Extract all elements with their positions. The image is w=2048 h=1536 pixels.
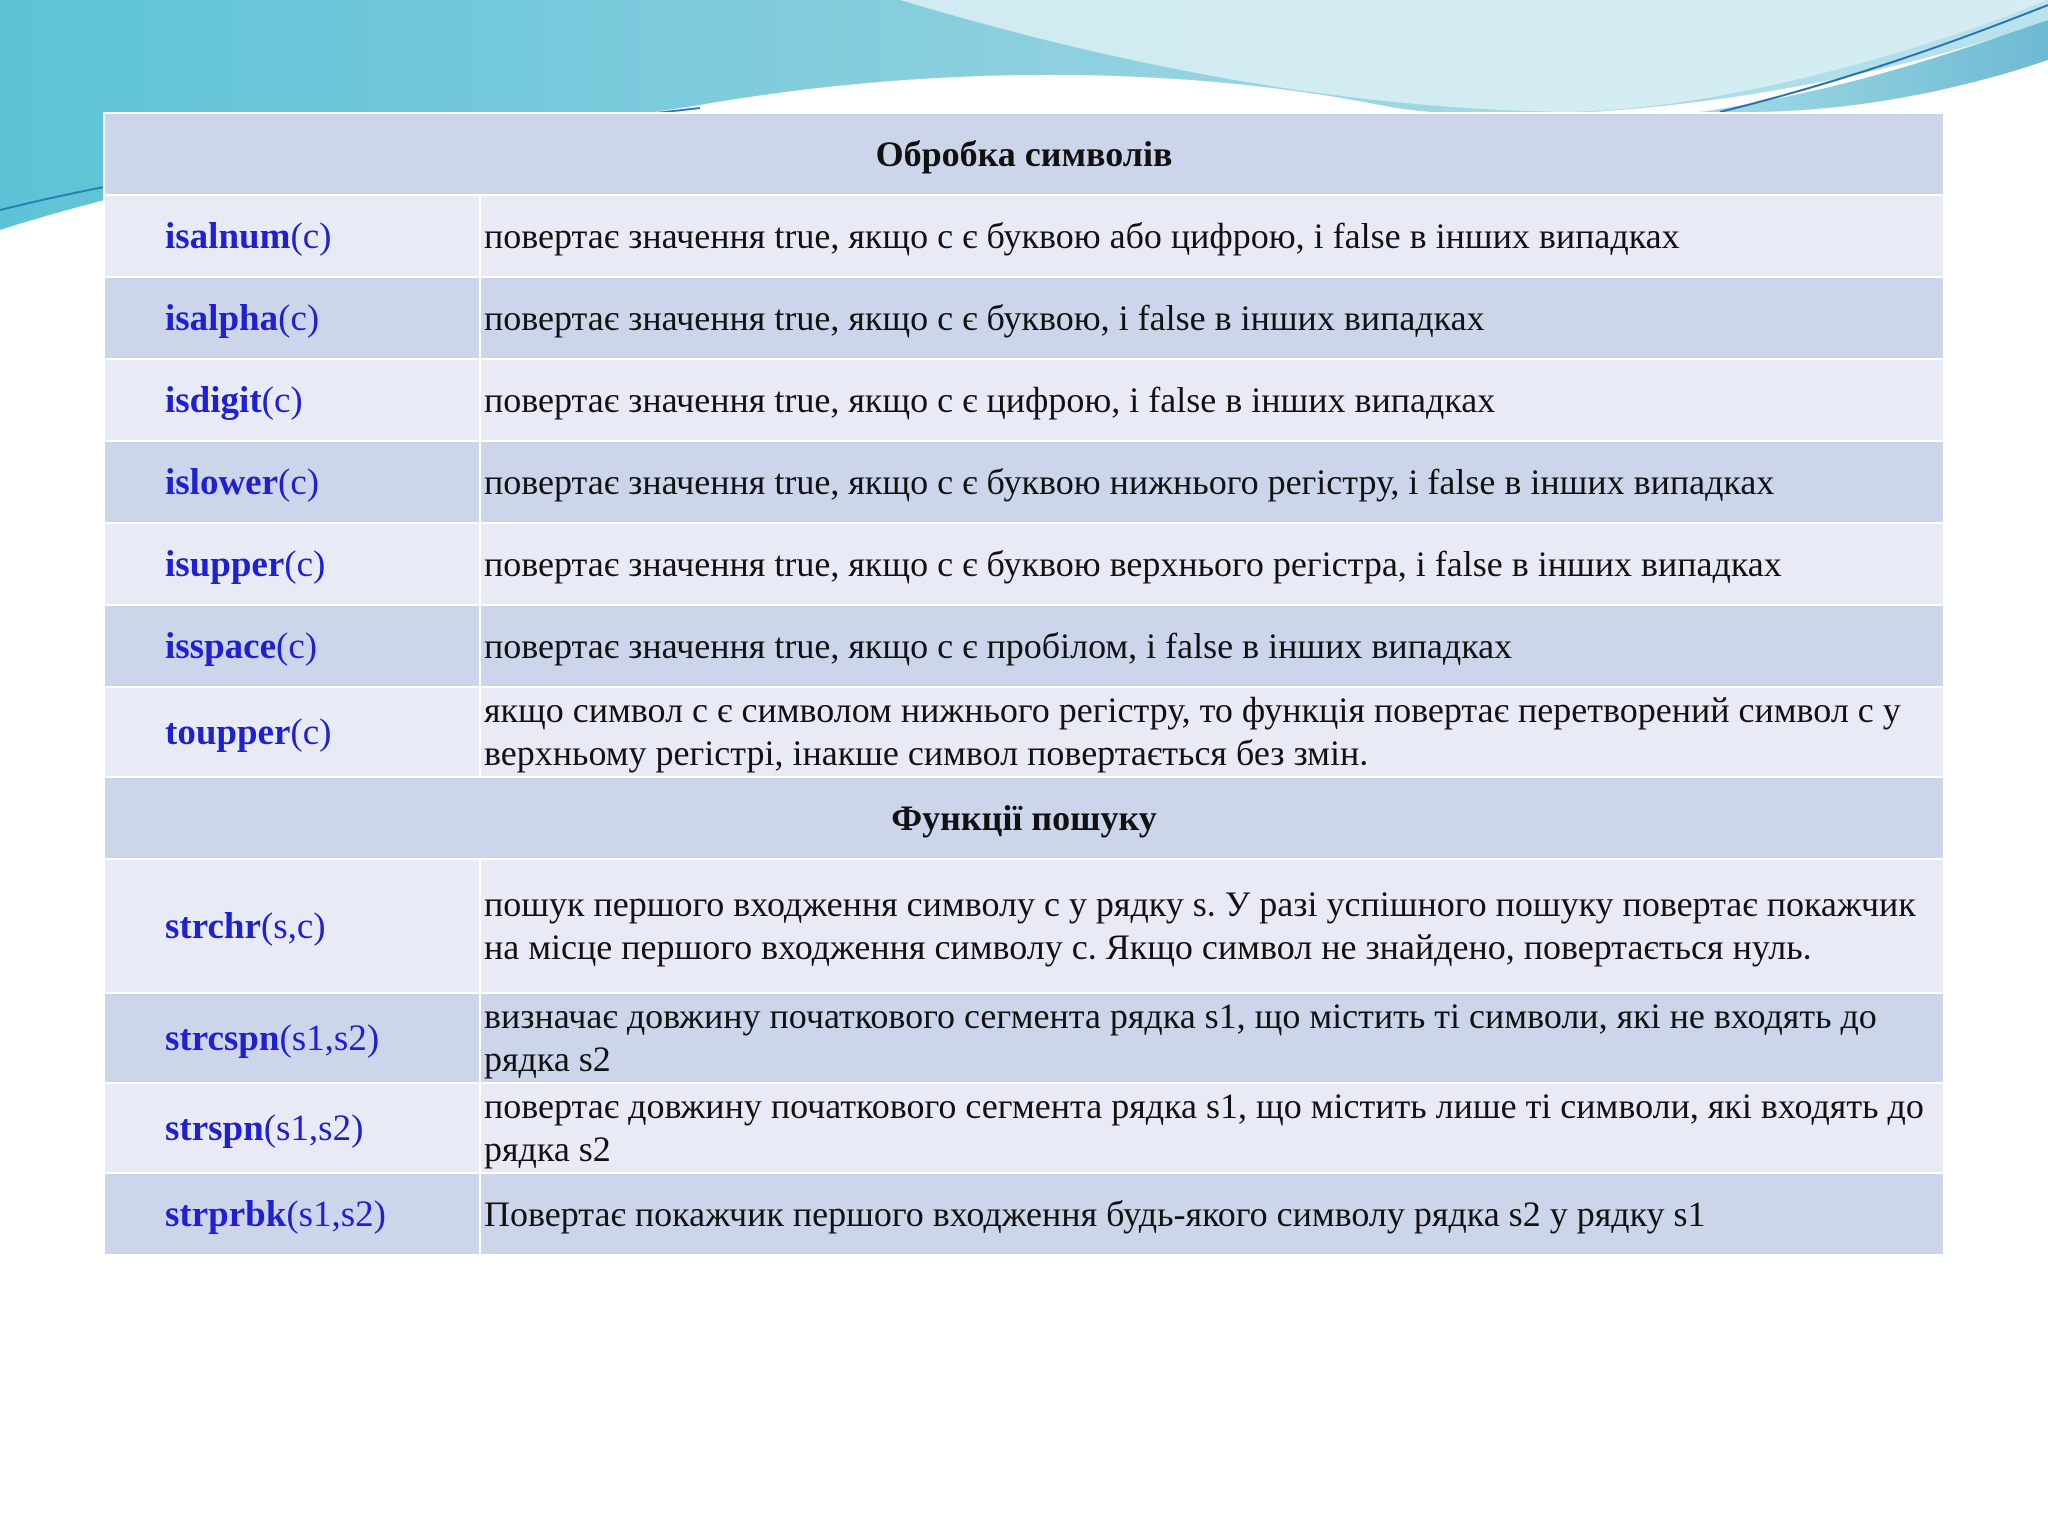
function-cell [104,859,480,993]
function-args: (c) [284,543,326,585]
table-row [104,195,1944,277]
function-cell [104,359,480,441]
table-row [104,523,1944,605]
table-row [104,1173,1944,1255]
function-name: isspace [165,625,276,667]
function-args: (c) [278,297,320,339]
function-args: (s1,s2) [286,1193,387,1235]
table-row [104,993,1944,1083]
function-args: (c) [290,711,332,753]
function-cell [104,277,480,359]
description-cell: Повертає покажчик першого входження будь-якого символу рядка s2 у рядку s1 [480,1173,1944,1255]
section-header-row [104,113,1944,195]
function-name: strspn [165,1107,264,1149]
function-name: strprbk [165,1193,287,1235]
function-cell [104,195,480,277]
function-cell [104,1083,480,1173]
description-cell: повертає значення true, якщо c є буквою нижнього регістру, і false в інших випадках [480,441,1944,523]
description-cell: пошук першого входження символу c у рядку s. У разі успішного пошуку повертає покажчик на місце першого входження символу c. Якщо символ не знайдено, повертається нуль. [480,859,1944,993]
function-args: (c) [261,379,303,421]
description-cell: повертає значення true, якщо c є буквою, і false в інших випадках [480,277,1944,359]
description-cell: повертає значення true, якщо c є буквою верхнього регістра, і false в інших випадках [480,523,1944,605]
table-row [104,859,1944,993]
function-args: (s1,s2) [279,1017,380,1059]
function-name: isalpha [165,297,279,339]
section-header-row [104,777,1944,859]
description-cell: якщо символ c є символом нижнього регістру, то функція повертає перетворений символ c у верхньому регістрі, інакше символ повертається без змін. [480,687,1944,777]
function-cell [104,605,480,687]
description-cell: визначає довжину початкового сегмента рядка s1, що містить ті символи, які не входять до рядка s2 [480,993,1944,1083]
function-name: isalnum [165,215,291,257]
function-name: strcspn [165,1017,280,1059]
functions-table-container [103,112,1945,1256]
table-row [104,359,1944,441]
function-args: (s1,s2) [263,1107,364,1149]
function-args: (s,c) [260,905,326,947]
function-args: (c) [278,461,320,503]
function-cell [104,523,480,605]
function-args: (c) [290,215,332,257]
function-cell [104,687,480,777]
table-row [104,687,1944,777]
table-row [104,441,1944,523]
function-name: toupper [165,711,291,753]
table-row [104,605,1944,687]
function-name: strchr [165,905,261,947]
function-name: islower [165,461,279,503]
description-cell: повертає значення true, якщо c є буквою або цифрою, і false в інших випадках [480,195,1944,277]
function-cell [104,993,480,1083]
function-name: isdigit [165,379,262,421]
description-cell: повертає довжину початкового сегмента рядка s1, що містить лише ті символи, які входять до рядка s2 [480,1083,1944,1173]
function-cell [104,441,480,523]
function-name: isupper [165,543,285,585]
function-args: (c) [276,625,318,667]
table-row [104,1083,1944,1173]
table-row [104,277,1944,359]
functions-table [103,112,1945,1256]
section-title-char-processing: Обробка символів [104,113,1944,195]
description-cell: повертає значення true, якщо c є пробілом, і false в інших випадках [480,605,1944,687]
function-cell [104,1173,480,1255]
section-title-search-functions: Функції пошуку [104,777,1944,859]
description-cell: повертає значення true, якщо c є цифрою, і false в інших випадках [480,359,1944,441]
